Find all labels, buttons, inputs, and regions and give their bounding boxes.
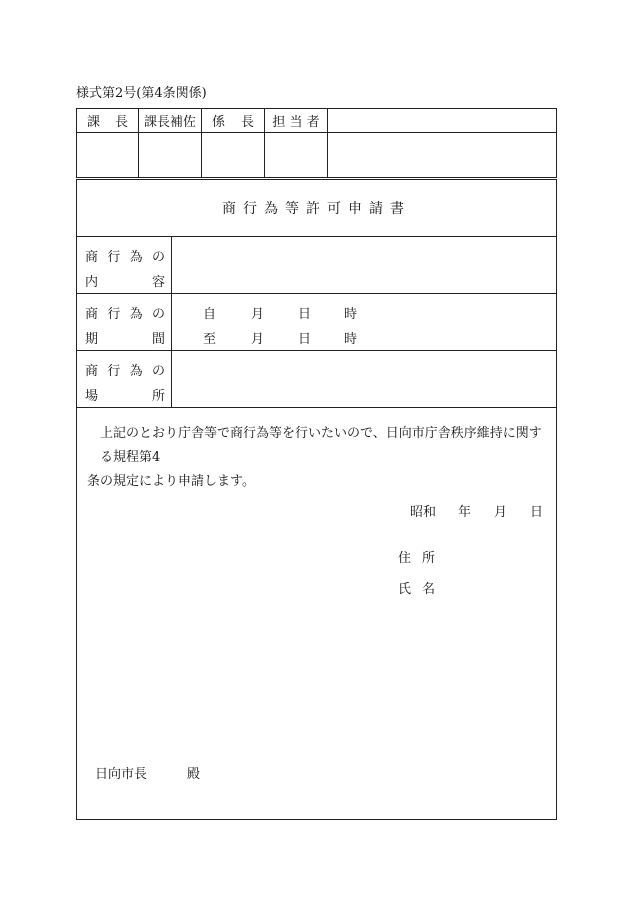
approval-header-row: [77, 109, 556, 133]
stamp-box-subsection-chief[interactable]: [202, 133, 265, 178]
field-business-period[interactable]: [203, 302, 383, 352]
stamp-box-person-in-charge[interactable]: [265, 133, 328, 178]
stamp-box-deputy-chief[interactable]: [139, 133, 202, 178]
stamp-box-section-chief[interactable]: [77, 133, 139, 178]
approval-header-person-in-charge: 担 当 者: [265, 109, 328, 132]
field-business-content[interactable]: [172, 237, 556, 293]
row-business-content: [77, 237, 556, 294]
approval-header-section-chief: 課 長: [77, 109, 139, 132]
field-business-place[interactable]: [172, 351, 556, 407]
approval-header-subsection-chief: 係 長: [202, 109, 265, 132]
row-business-place: [77, 351, 556, 408]
application-form: 商行為等許可申請書 商 行 為 の 内 容 商 行 為 の 期 間 自 月 日 時 至 月 日 時 商 行 為 の 場 所 上記のとおり庁舎等で商行為等を行いたいので、日向市庁舎秩序維持に関する規程第4 条の規定により申請します。 昭和 年 月 日 住 所 氏 名 日向市長 殿: [76, 179, 557, 820]
application-statement: 上記のとおり庁舎等で商行為等を行いたいので、日向市庁舎秩序維持に関する規程第4 条の規定により申請します。: [87, 426, 542, 489]
form-title: 商行為等許可申請書: [77, 180, 556, 237]
approval-header-deputy-chief: 課長補佐: [139, 109, 202, 132]
form-number-label: 様式第2号(第4条関係): [76, 86, 207, 101]
approval-stamp-table: [76, 108, 557, 178]
label-business-period: 商 行 為 の 期 間: [77, 294, 172, 350]
period-from-line: 自 月 日 時: [203, 307, 358, 322]
row-business-period: [77, 294, 556, 351]
approval-stamp-row: [77, 133, 556, 178]
period-to-line: 至 月 日 時: [203, 332, 358, 347]
label-business-content: 商 行 為 の 内 容: [77, 237, 172, 293]
label-business-place: 商 行 為 の 場 所: [77, 351, 172, 407]
